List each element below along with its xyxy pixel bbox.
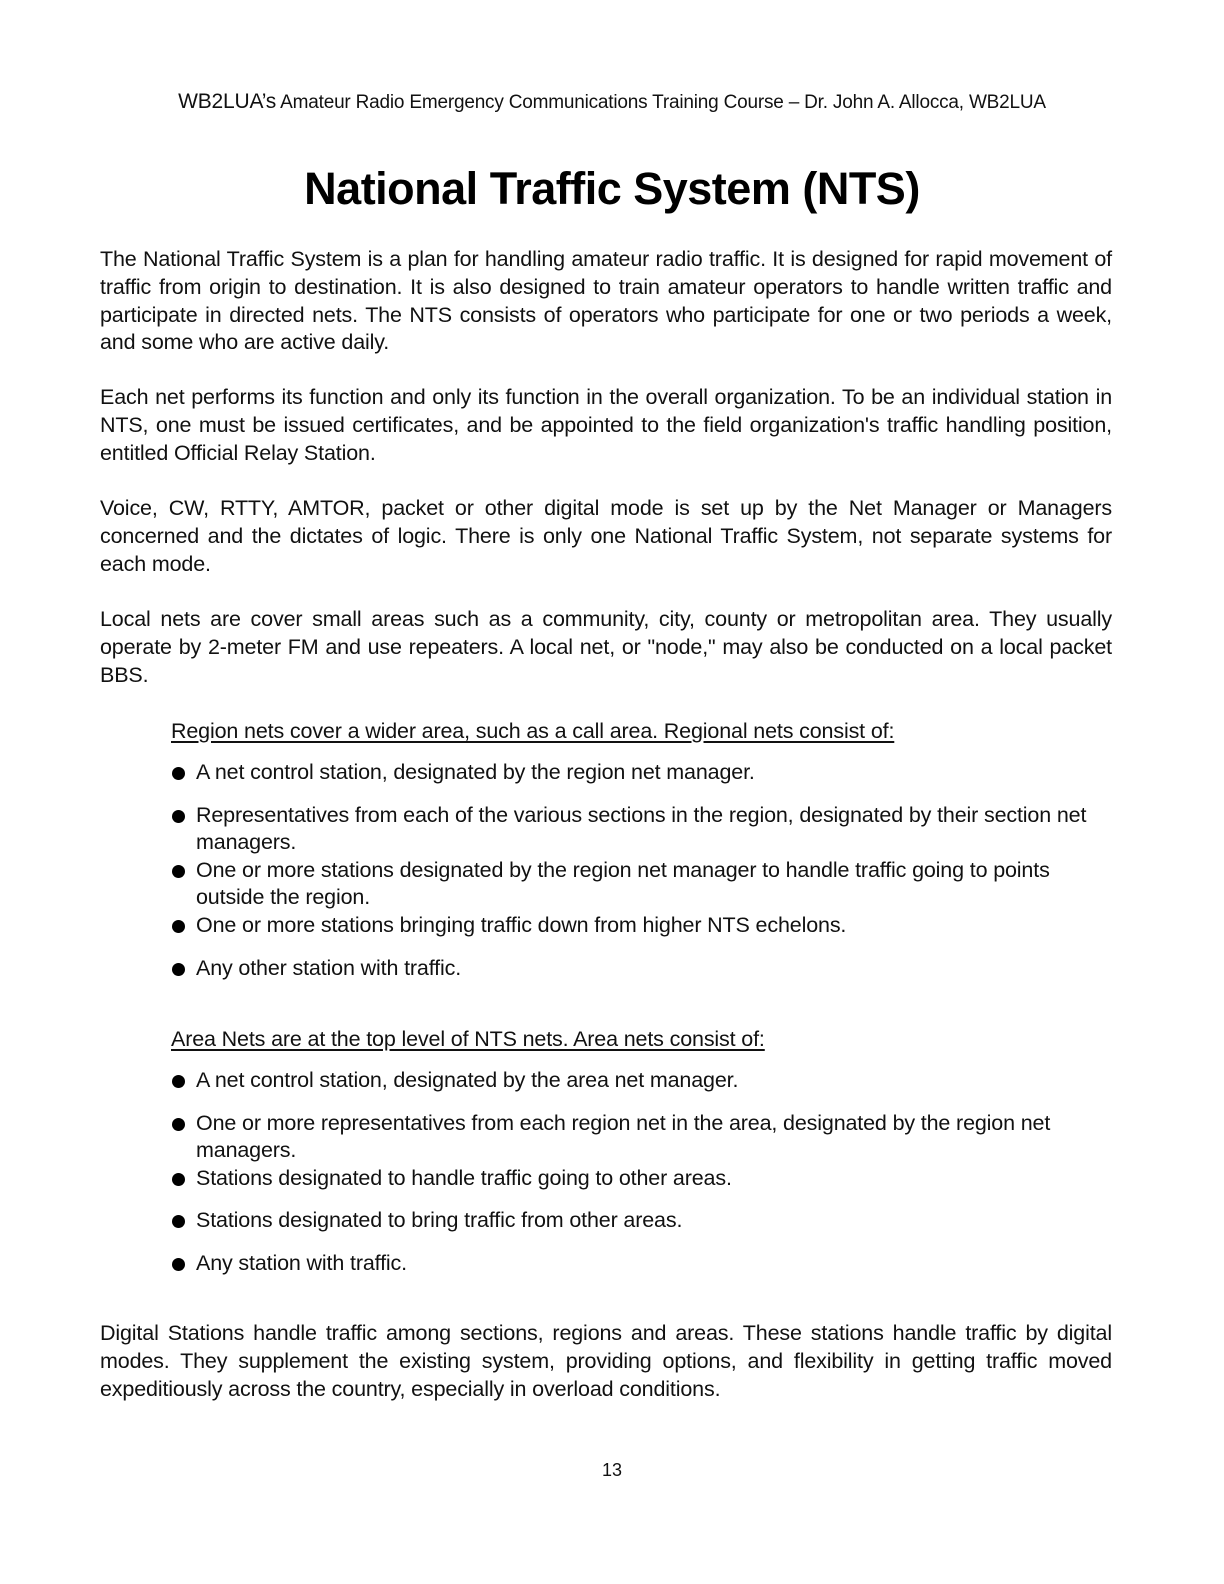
bullet-icon [172, 865, 185, 878]
list-item-text: One or more stations bringing traffic down from higher NTS echelons. [196, 912, 847, 937]
list-item [171, 1250, 1101, 1278]
list-item [171, 857, 1101, 912]
bullet-icon [172, 1258, 185, 1271]
local-nets-paragraph: Local nets are cover small areas such as a community, city, county or metropolitan area. They usually operate by 2-meter FM and use repeaters. A local net, or "node," may also be conducted on a local packet BBS. [100, 607, 1112, 687]
bullet-icon [172, 1118, 185, 1131]
area-nets-heading: Area Nets are at the top level of NTS nets. Area nets consist of: [171, 1027, 765, 1051]
modes-paragraph: Voice, CW, RTTY, AMTOR, packet or other digital mode is set up by the Net Manager or Managers concerned and the dictates of logic. There is only one National Traffic System, not separate systems for each mode. [100, 496, 1112, 576]
list-item [171, 1165, 1101, 1193]
list-item [171, 1110, 1101, 1165]
bullet-icon [172, 963, 185, 976]
page-title: National Traffic System (NTS) [304, 163, 920, 214]
list-item [171, 759, 1101, 787]
list-item-text: Any station with traffic. [196, 1250, 407, 1275]
area-nets-list [171, 1067, 1101, 1278]
bullet-icon [172, 1173, 185, 1186]
region-nets-list [171, 759, 1101, 982]
net-function-paragraph: Each net performs its function and only its function in the overall organization. To be an individual station in NTS, one must be issued certificates, and be appointed to the field organization's traffic handling position, entitled Official Relay Station. [100, 385, 1112, 465]
list-item-text: One or more representatives from each region net in the area, designated by the region net managers. [196, 1110, 1051, 1163]
page-number: 13 [601, 1460, 623, 1480]
bullet-icon [172, 1075, 185, 1088]
digital-stations-paragraph: Digital Stations handle traffic among sections, regions and areas. These stations handle traffic by digital modes. They supplement the existing system, providing options, and flexibility in getting traffic moved expeditiously across the country, especially in overload conditions. [100, 1321, 1112, 1401]
list-item-text: Any other station with traffic. [196, 955, 462, 980]
list-item [171, 802, 1101, 857]
bullet-icon [172, 767, 185, 780]
bullet-icon [172, 810, 185, 823]
header-callsign: WB2LUA’s [178, 90, 277, 113]
list-item-text: A net control station, designated by the area net manager. [196, 1068, 739, 1092]
list-item-text: Representatives from each of the various sections in the region, designated by their section net managers. [196, 802, 1087, 855]
list-item-text: Stations designated to handle traffic going to other areas. [196, 1165, 732, 1190]
area-nets-section [171, 1025, 1101, 1278]
list-item-text: Stations designated to bring traffic from other areas. [196, 1208, 683, 1233]
bullet-icon [172, 920, 185, 933]
list-item [171, 912, 1101, 940]
region-nets-section [171, 717, 1101, 982]
list-item [171, 1207, 1101, 1235]
list-item-text: A net control station, designated by the region net manager. [196, 760, 755, 784]
list-item-text: One or more stations designated by the region net manager to handle traffic going to points outside the region. [196, 857, 1050, 910]
region-nets-heading: Region nets cover a wider area, such as a call area. Regional nets consist of: [171, 719, 895, 743]
bullet-icon [172, 1215, 185, 1228]
header-text: Amateur Radio Emergency Communications Training Course – Dr. John A. Allocca, WB2LUA [280, 92, 1046, 113]
list-item [171, 955, 1101, 983]
list-item [171, 1067, 1101, 1095]
intro-paragraph: The National Traffic System is a plan for handling amateur radio traffic. It is designed for rapid movement of traffic from origin to destination. It is also designed to train amateur operators to handle written traffic and participate in directed nets. The NTS consists of operators who participate for one or two periods a week, and some who are active daily. [100, 247, 1112, 355]
running-header [0, 90, 1224, 114]
